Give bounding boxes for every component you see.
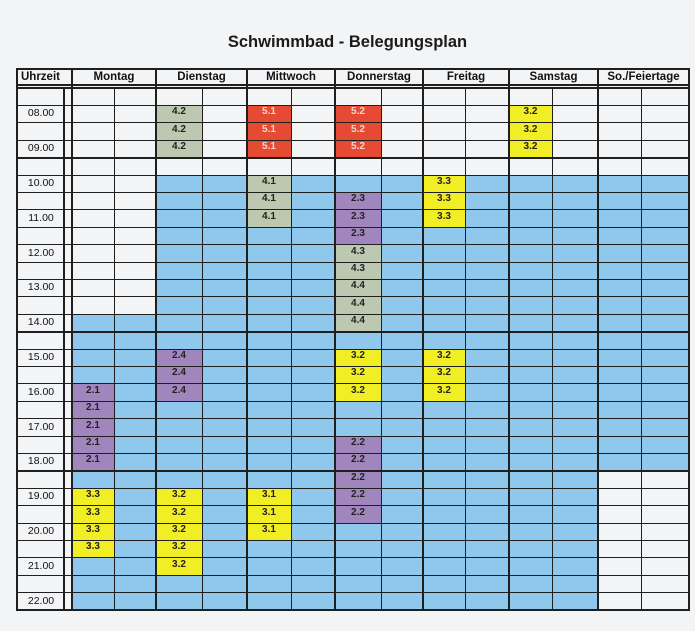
booking-cell xyxy=(247,123,291,140)
grid-header-line xyxy=(17,87,689,89)
grid-column-line xyxy=(202,87,203,611)
grid-row-line xyxy=(17,314,689,315)
grid-column-line xyxy=(291,87,292,611)
grid-row-line xyxy=(17,366,689,367)
grid-row-line xyxy=(17,157,689,159)
booking-label: 2.2 xyxy=(351,437,365,448)
grid-row-line xyxy=(17,523,689,524)
booking-label: 3.3 xyxy=(86,524,100,535)
availability-block-day-6 xyxy=(598,175,689,471)
booking-cell xyxy=(247,105,291,122)
grid-row-line xyxy=(17,609,689,611)
booking-label: 2.2 xyxy=(351,471,365,483)
booking-label: 3.2 xyxy=(437,350,451,361)
booking-cell xyxy=(335,471,381,488)
time-label: 18.00 xyxy=(27,455,55,468)
time-label: 19.00 xyxy=(27,490,55,503)
time-label: 09.00 xyxy=(27,142,55,155)
booking-label: 2.4 xyxy=(172,367,186,379)
booking-label: 3.2 xyxy=(172,506,186,518)
booking-label: 3.3 xyxy=(437,176,451,187)
booking-cell xyxy=(423,349,465,366)
booking-cell xyxy=(335,384,381,401)
booking-cell xyxy=(156,123,202,140)
grid-column-line xyxy=(641,87,642,611)
booking-label: 4.2 xyxy=(172,123,186,135)
grid-row-line xyxy=(17,105,689,106)
grid-row-line xyxy=(17,575,689,576)
grid-row-line xyxy=(17,209,689,210)
booking-cell xyxy=(335,453,381,470)
booking-cell xyxy=(509,140,552,157)
grid-column-line xyxy=(114,87,115,611)
booking-label: 5.2 xyxy=(351,123,365,135)
grid-column-line xyxy=(508,68,510,611)
time-label: 22.00 xyxy=(27,594,55,607)
booking-cell xyxy=(72,523,114,540)
booking-label: 4.2 xyxy=(172,106,186,118)
booking-label: 2.4 xyxy=(172,350,186,361)
booking-cell xyxy=(72,401,114,418)
booking-label: 3.2 xyxy=(172,489,186,501)
grid-row-line xyxy=(17,453,689,454)
booking-cell xyxy=(156,105,202,122)
booking-cell xyxy=(335,210,381,227)
booking-label: 3.2 xyxy=(351,367,365,379)
grid-row-line xyxy=(17,227,689,228)
grid-row-line xyxy=(17,140,689,141)
grid-row-line xyxy=(17,262,689,263)
booking-label: 2.1 xyxy=(86,437,100,448)
page-title: Schwimmbad - Belegungsplan xyxy=(227,33,468,51)
booking-label: 4.4 xyxy=(351,315,365,327)
booking-cell xyxy=(335,488,381,505)
time-label: 10.00 xyxy=(27,177,55,189)
booking-cell xyxy=(335,506,381,523)
booking-cell xyxy=(509,105,552,122)
availability-block-day-5 xyxy=(509,175,598,610)
booking-cell xyxy=(423,210,465,227)
header-day-samstag: Samstag xyxy=(529,71,578,83)
booking-label: 2.2 xyxy=(351,489,365,501)
booking-cell xyxy=(335,245,381,262)
booking-label: 2.1 xyxy=(86,454,100,466)
booking-label: 3.2 xyxy=(523,123,538,135)
booking-cell xyxy=(247,506,291,523)
time-label: 13.00 xyxy=(27,281,55,294)
booking-label: 3.3 xyxy=(437,193,451,205)
grid-row-line xyxy=(17,436,689,437)
booking-cell xyxy=(335,105,381,122)
booking-cell xyxy=(247,210,291,227)
booking-label: 2.4 xyxy=(172,384,186,396)
grid-column-line xyxy=(381,87,382,611)
grid-row-line xyxy=(17,296,689,297)
booking-label: 3.3 xyxy=(437,210,451,222)
booking-cell xyxy=(72,453,114,470)
booking-label: 3.1 xyxy=(262,506,276,518)
booking-label: 3.2 xyxy=(351,384,365,396)
booking-cell xyxy=(423,175,465,192)
booking-label: 3.2 xyxy=(172,541,186,553)
booking-label: 5.1 xyxy=(262,123,276,135)
booking-label: 3.3 xyxy=(86,541,100,553)
header-day-mittwoch: Mittwoch xyxy=(266,71,316,83)
grid-column-line xyxy=(246,68,248,611)
booking-cell xyxy=(335,227,381,244)
booking-label: 4.4 xyxy=(351,280,365,292)
booking-label: 3.1 xyxy=(262,489,276,501)
header-day-montag: Montag xyxy=(93,71,135,83)
grid-row-line xyxy=(17,192,689,193)
grid-column-line xyxy=(63,87,65,611)
header-day-dienstag: Dienstag xyxy=(177,71,226,83)
booking-label: 3.2 xyxy=(351,350,365,361)
grid-row-line xyxy=(17,418,689,419)
booking-cell xyxy=(423,366,465,383)
booking-cell xyxy=(247,523,291,540)
grid-row-line xyxy=(17,557,689,558)
booking-label: 3.2 xyxy=(437,367,451,379)
header-day-sonn-feiertage: So./Feiertage xyxy=(607,71,680,83)
booking-cell xyxy=(156,558,202,575)
schedule-table xyxy=(17,69,689,621)
booking-cell xyxy=(156,488,202,505)
grid-column-line xyxy=(465,87,466,611)
booking-cell xyxy=(335,297,381,314)
booking-label: 2.1 xyxy=(86,419,100,431)
grid-row-line xyxy=(17,592,689,593)
booking-cell xyxy=(335,192,381,209)
booking-label: 3.2 xyxy=(437,384,451,396)
grid-column-line xyxy=(422,68,424,611)
booking-label: 5.1 xyxy=(262,106,276,118)
booking-cell xyxy=(247,175,291,192)
booking-cell xyxy=(335,123,381,140)
time-label: 11.00 xyxy=(28,211,54,224)
booking-label: 2.2 xyxy=(351,454,365,466)
booking-label: 2.3 xyxy=(351,210,365,222)
booking-cell xyxy=(335,140,381,157)
grid-row-line xyxy=(17,331,689,333)
booking-cell xyxy=(156,523,202,540)
grid-row-line xyxy=(17,540,689,541)
booking-label: 3.2 xyxy=(172,558,186,570)
booking-cell xyxy=(247,140,291,157)
grid-row-line xyxy=(17,279,689,280)
grid-column-line xyxy=(688,68,690,611)
booking-cell xyxy=(335,314,381,331)
header-uhrzeit: Uhrzeit xyxy=(21,71,60,83)
grid-column-line xyxy=(334,68,336,611)
booking-label: 2.2 xyxy=(351,506,365,518)
booking-cell xyxy=(72,488,114,505)
grid-column-line xyxy=(16,68,18,611)
booking-label: 3.1 xyxy=(262,524,276,535)
grid-row-line xyxy=(17,488,689,489)
booking-cell xyxy=(156,140,202,157)
time-label: 16.00 xyxy=(27,385,55,398)
booking-label: 2.3 xyxy=(351,228,365,240)
booking-label: 3.2 xyxy=(172,524,186,535)
booking-cell xyxy=(72,540,114,557)
header-day-donnerstag: Donnerstag xyxy=(347,71,411,83)
booking-cell xyxy=(72,436,114,453)
grid-row-line xyxy=(17,122,689,123)
grid-row-line xyxy=(17,175,689,176)
grid-row-line xyxy=(17,470,689,472)
time-label: 12.00 xyxy=(27,246,55,259)
booking-cell xyxy=(247,488,291,505)
grid-column-line xyxy=(155,68,157,611)
time-label: 21.00 xyxy=(27,559,55,572)
grid-row-line xyxy=(17,401,689,402)
booking-label: 3.3 xyxy=(86,489,100,501)
booking-cell xyxy=(156,506,202,523)
booking-label: 2.3 xyxy=(351,193,365,205)
booking-cell xyxy=(509,123,552,140)
booking-cell xyxy=(335,262,381,279)
booking-cell xyxy=(335,436,381,453)
booking-label: 3.2 xyxy=(523,141,538,153)
booking-cell xyxy=(72,384,114,401)
grid-row-line xyxy=(17,383,689,384)
booking-cell xyxy=(156,349,202,366)
header-day-freitag: Freitag xyxy=(446,71,486,83)
time-label: 20.00 xyxy=(27,525,55,537)
booking-label: 4.3 xyxy=(351,245,365,257)
booking-cell xyxy=(156,384,202,401)
booking-cell xyxy=(335,279,381,296)
time-label: 14.00 xyxy=(27,316,55,329)
booking-cell xyxy=(72,419,114,436)
booking-cell xyxy=(156,540,202,557)
booking-label: 4.1 xyxy=(262,193,276,205)
grid-column-line xyxy=(552,87,553,611)
time-label: 08.00 xyxy=(27,107,55,120)
time-label: 17.00 xyxy=(27,420,55,433)
grid-row-line xyxy=(17,244,689,245)
time-label: 15.00 xyxy=(27,351,55,363)
booking-cell xyxy=(335,366,381,383)
grid-row-line xyxy=(17,349,689,350)
booking-label: 5.1 xyxy=(262,141,276,153)
booking-cell xyxy=(247,192,291,209)
grid-row-line xyxy=(17,505,689,506)
booking-label: 4.1 xyxy=(262,176,276,187)
grid-column-line xyxy=(597,68,599,611)
booking-label: 5.2 xyxy=(351,141,365,153)
booking-label: 3.3 xyxy=(86,506,100,518)
booking-label: 5.2 xyxy=(351,106,365,118)
booking-label: 2.1 xyxy=(86,402,100,414)
booking-cell xyxy=(423,384,465,401)
booking-label: 4.2 xyxy=(172,141,186,153)
booking-cell xyxy=(72,506,114,523)
booking-label: 4.3 xyxy=(351,263,365,274)
booking-cell xyxy=(335,349,381,366)
booking-label: 4.1 xyxy=(262,210,276,222)
booking-label: 2.1 xyxy=(86,384,100,396)
grid-column-line xyxy=(71,68,73,611)
booking-cell xyxy=(156,366,202,383)
booking-label: 3.2 xyxy=(523,106,538,118)
booking-cell xyxy=(423,192,465,209)
booking-label: 4.4 xyxy=(351,297,365,309)
